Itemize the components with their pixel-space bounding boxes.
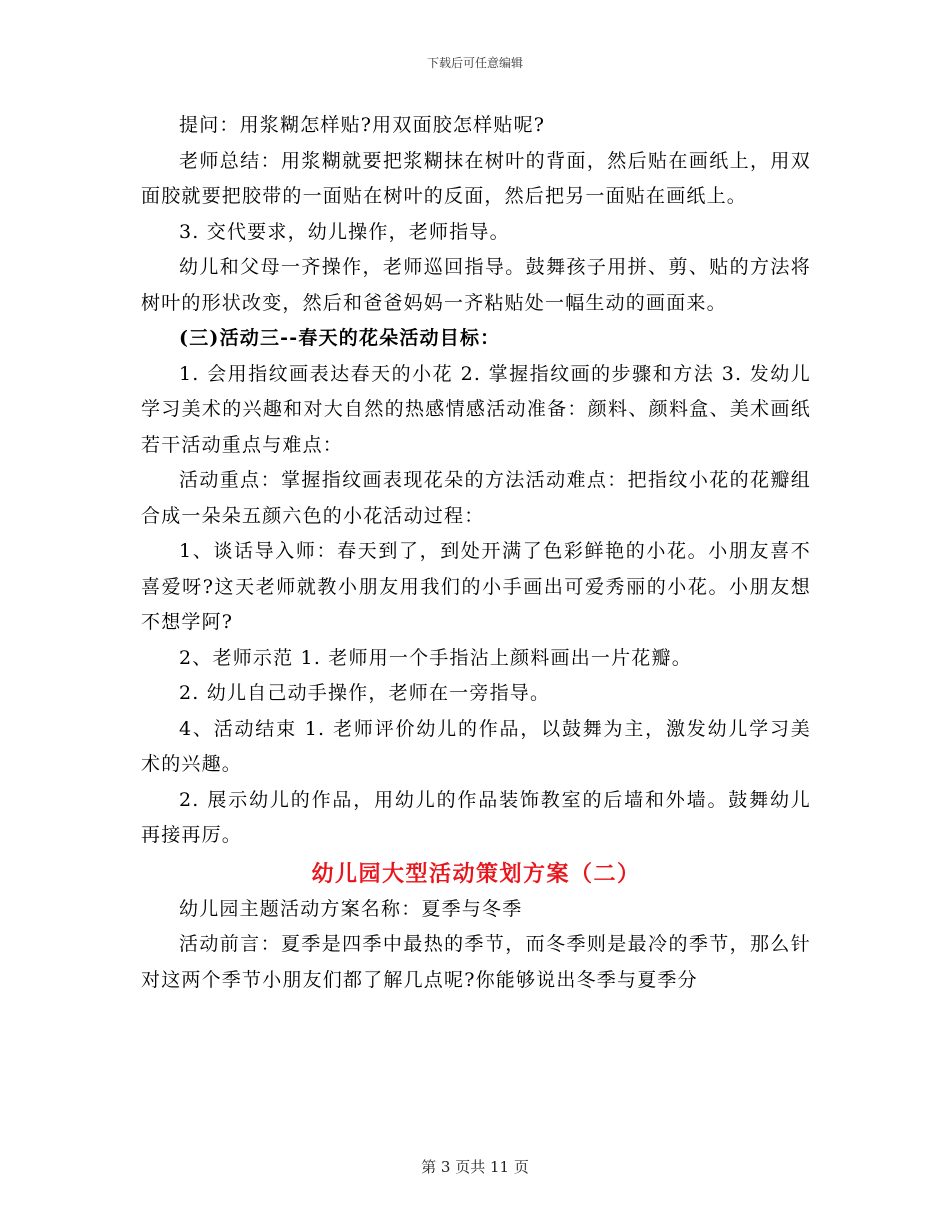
paragraph-key-points: 活动重点：掌握指纹画表现花朵的方法活动难点：把指纹小花的花瓣组合成一朵朵五颜六色的小花活动过程： [141, 469, 811, 527]
paragraph-intro-talk: 1、谈话导入师：春天到了，到处开满了色彩鲜艳的小花。小朋友喜不喜爱呀?这天老师就教小朋友用我们的小手画出可爱秀丽的小花。小朋友想不想学阿? [141, 540, 811, 633]
document-body [141, 108, 811, 998]
page-footer: 第 3 页共 11 页 [421, 1158, 529, 1176]
activity-three-heading: (三)活动三--春天的花朵活动目标： [179, 327, 501, 349]
paragraph-teacher-demo: 2、老师示范 1. 老师用一个手指沾上颜料画出一片花瓣。 [179, 646, 692, 669]
paragraph-teacher-summary: 老师总结：用浆糊就要把浆糊抹在树叶的背面，然后贴在画纸上，用双面胶就要把胶带的一面贴在树叶的反面，然后把另一面贴在画纸上。 [141, 149, 811, 207]
paragraph-preface: 活动前言：夏季是四季中最热的季节，而冬季则是最冷的季节，那么针对这两个季节小朋友们都了解几点呢?你能够说出冬季与夏季分 [141, 933, 811, 991]
paragraph-children-operate: 2. 幼儿自己动手操作，老师在一旁指导。 [179, 682, 551, 704]
paragraph-display-works: 2. 展示幼儿的作品，用幼儿的作品装饰教室的后墙和外墙。鼓舞幼儿再接再厉。 [141, 788, 811, 846]
section-title: 幼儿园大型活动策划方案（二） [311, 860, 641, 887]
paragraph-step-3: 3. 交代要求，幼儿操作，老师指导。 [179, 220, 510, 243]
paragraph-activity-end: 4、活动结束 1. 老师评价幼儿的作品，以鼓舞为主，激发幼儿学习美术的兴趣。 [141, 717, 811, 775]
page-header: 下载后可任意编辑 [426, 56, 523, 70]
paragraph-children-parents: 幼儿和父母一齐操作，老师巡回指导。鼓舞孩子用拼、剪、贴的方法将树叶的形状改变，然后和爸爸妈妈一齐粘贴处一幅生动的画面来。 [141, 256, 811, 314]
paragraph-activity-goals: 1. 会用指纹画表达春天的小花 2. 掌握指纹画的步骤和方法 3. 发幼儿学习美术的兴趣和对大自然的热感情感活动准备：颜料、颜料盒、美术画纸若干活动重点与难点： [141, 362, 811, 456]
paragraph-question: 提问：用浆糊怎样贴?用双面胶怎样贴呢? [179, 114, 546, 136]
paragraph-theme-name: 幼儿园主题活动方案名称：夏季与冬季 [179, 897, 523, 920]
